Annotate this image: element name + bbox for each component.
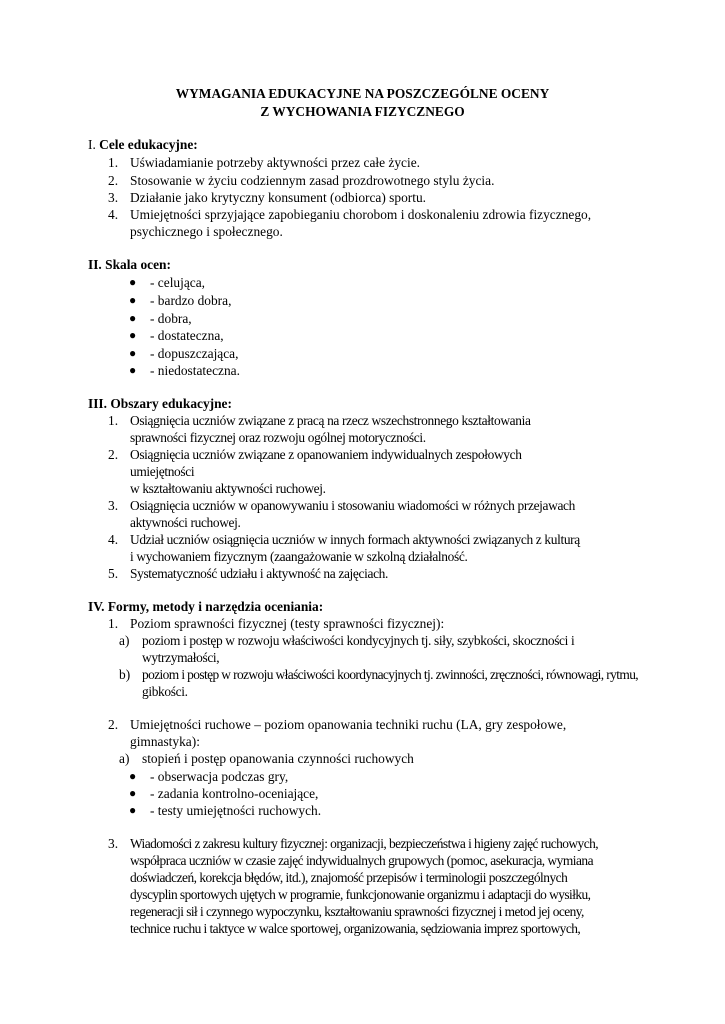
section-3-item-4-num: 4.: [108, 532, 119, 547]
section-1-number: I.: [88, 137, 96, 152]
method-item: - testy umiejętności ruchowych.: [150, 803, 322, 818]
sub-item-letter: b): [119, 667, 131, 682]
bullet-icon: ●: [129, 803, 137, 817]
section-1-item-1-text: Uświadamianie potrzeby aktywności przez całe życie.: [130, 155, 420, 170]
bullet-icon: ●: [129, 786, 137, 800]
section-3-item-4-text: Udział uczniów osiągnięcia uczniów w innych formach aktywności związanych z kulturą: [130, 532, 580, 547]
sub-item-text: poziom i postęp w rozwoju właściwości kondycyjnych tj. siły, szybkości, skoczności i: [142, 633, 575, 648]
section-4-item-3-text-cont: technice ruchu i taktyce w walce sportowej, organizowania, sędziowania imprez sportowych,: [130, 921, 581, 936]
section-1-item-2-text: Stosowanie w życiu codziennym zasad prozdrowotnego stylu życia.: [130, 173, 495, 188]
section-4-item-3-text-cont: doświadczeń, korekcja błędów, itd.), znajomość przepisów i terminologii poszczególnych: [130, 870, 568, 885]
sub-item-text-cont: gibkości.: [142, 684, 188, 699]
grade-item: - dopuszczająca,: [150, 346, 239, 361]
section-3-item-2-text-cont: umiejętności: [130, 464, 195, 479]
section-3-item-2-text: Osiągnięcia uczniów związane z opanowaniem indywidualnych zespołowych: [130, 447, 522, 462]
sub-item-letter: a): [119, 633, 130, 648]
section-4-item-2-text-cont: gimnastyka):: [130, 734, 200, 749]
section-1-heading: [88, 136, 198, 153]
section-2-heading: II. Skala ocen:: [88, 257, 171, 272]
section-3-heading: III. Obszary edukacyjne:: [88, 396, 232, 411]
sub-item-text: poziom i postęp w rozwoju właściwości koordynacyjnych tj. zwinności, zręczności, równowagi, rytmu,: [142, 667, 639, 682]
method-item: - zadania kontrolno-oceniające,: [150, 786, 319, 801]
section-3-item-1-text: Osiągnięcia uczniów związane z pracą na rzecz wszechstronnego kształtowania: [130, 413, 531, 428]
section-3-item-2-num: 2.: [108, 447, 119, 462]
bullet-icon: ●: [129, 275, 137, 289]
grade-item: - dobra,: [150, 311, 192, 326]
section-1-item-3-text: Działanie jako krytyczny konsument (odbiorca) sportu.: [130, 190, 426, 205]
section-3-item-1-num: 1.: [108, 413, 119, 428]
section-3-item-2-text-cont: w kształtowaniu aktywności ruchowej.: [130, 481, 326, 496]
section-3-item-4-text-cont: i wychowaniem fizycznym (zaangażowanie w szkolną działalność.: [130, 549, 468, 564]
section-3-item-3-text-cont: aktywności ruchowej.: [130, 515, 241, 530]
section-4-item-2-text: Umiejętności ruchowe – poziom opanowania techniki ruchu (LA, gry zespołowe,: [130, 717, 567, 732]
section-3-item-1-text-cont: sprawności fizycznej oraz rozwoju ogólnej motoryczności.: [130, 430, 426, 445]
section-1-item-1-num: 1.: [108, 155, 119, 170]
section-4-item-3-num: 3.: [108, 836, 119, 851]
bullet-icon: ●: [129, 311, 137, 325]
bullet-icon: ●: [129, 328, 137, 342]
section-1-title: Cele edukacyjne:: [99, 137, 198, 152]
section-4-item-3-text: Wiadomości z zakresu kultury fizycznej: organizacji, bezpieczeństwa i higieny zajęć ruchowych,: [130, 836, 599, 851]
section-4-item-3-text-cont: regeneracji sił i czynnego wypoczynku, kształtowaniu sprawności fizycznej i metod jej oceny,: [130, 904, 584, 919]
section-3-item-3-num: 3.: [108, 498, 119, 513]
section-4-item-1-num: 1.: [108, 616, 119, 631]
document-title-line-2: Z WYCHOWANIA FIZYCZNEGO: [260, 104, 465, 119]
bullet-icon: ●: [129, 293, 137, 307]
method-item: - obserwacja podczas gry,: [150, 769, 289, 784]
sub-item-text-cont: wytrzymałości,: [142, 650, 220, 665]
section-1-item-4-text-cont: psychicznego i społecznego.: [130, 224, 283, 239]
document-title-line-1: WYMAGANIA EDUKACYJNE NA POSZCZEGÓLNE OCENY: [175, 86, 550, 101]
sub-item-text: stopień i postęp opanowania czynności ruchowych: [142, 751, 414, 766]
section-4-item-2-num: 2.: [108, 717, 119, 732]
bullet-icon: ●: [129, 363, 137, 377]
grade-item: - dostateczna,: [150, 328, 224, 343]
section-1-item-2-num: 2.: [108, 173, 119, 188]
sub-item-letter: a): [119, 751, 130, 766]
grade-item: - bardzo dobra,: [150, 293, 232, 308]
bullet-icon: ●: [129, 769, 137, 783]
bullet-icon: ●: [129, 346, 137, 360]
section-4-item-3-text-cont: współpraca uczniów w czasie zajęć indywidualnych grupowych (pomoc, asekuracja, wymiana: [130, 853, 594, 868]
section-3-item-5-num: 5.: [108, 566, 119, 581]
section-1-item-4-text: Umiejętności sprzyjające zapobieganiu chorobom i doskonaleniu zdrowia fizycznego,: [130, 207, 592, 222]
grade-item: - celująca,: [150, 275, 206, 290]
grade-item: - niedostateczna.: [150, 363, 240, 378]
section-1-item-3-num: 3.: [108, 190, 119, 205]
section-4-item-3-text-cont: dyscyplin sportowych ujętych w programie, funkcjonowanie organizmu i adaptacji do wysiłku,: [130, 887, 591, 902]
section-4-heading: IV. Formy, metody i narzędzia oceniania:: [88, 599, 324, 614]
section-3-item-3-text: Osiągnięcia uczniów w opanowywaniu i stosowaniu wiadomości w różnych przejawach: [130, 498, 575, 513]
section-1-item-4-num: 4.: [108, 207, 119, 222]
section-3-item-5-text: Systematyczność udziału i aktywność na zajęciach.: [130, 566, 388, 581]
section-4-item-1-text: Poziom sprawności fizycznej (testy sprawności fizycznej):: [130, 616, 445, 631]
